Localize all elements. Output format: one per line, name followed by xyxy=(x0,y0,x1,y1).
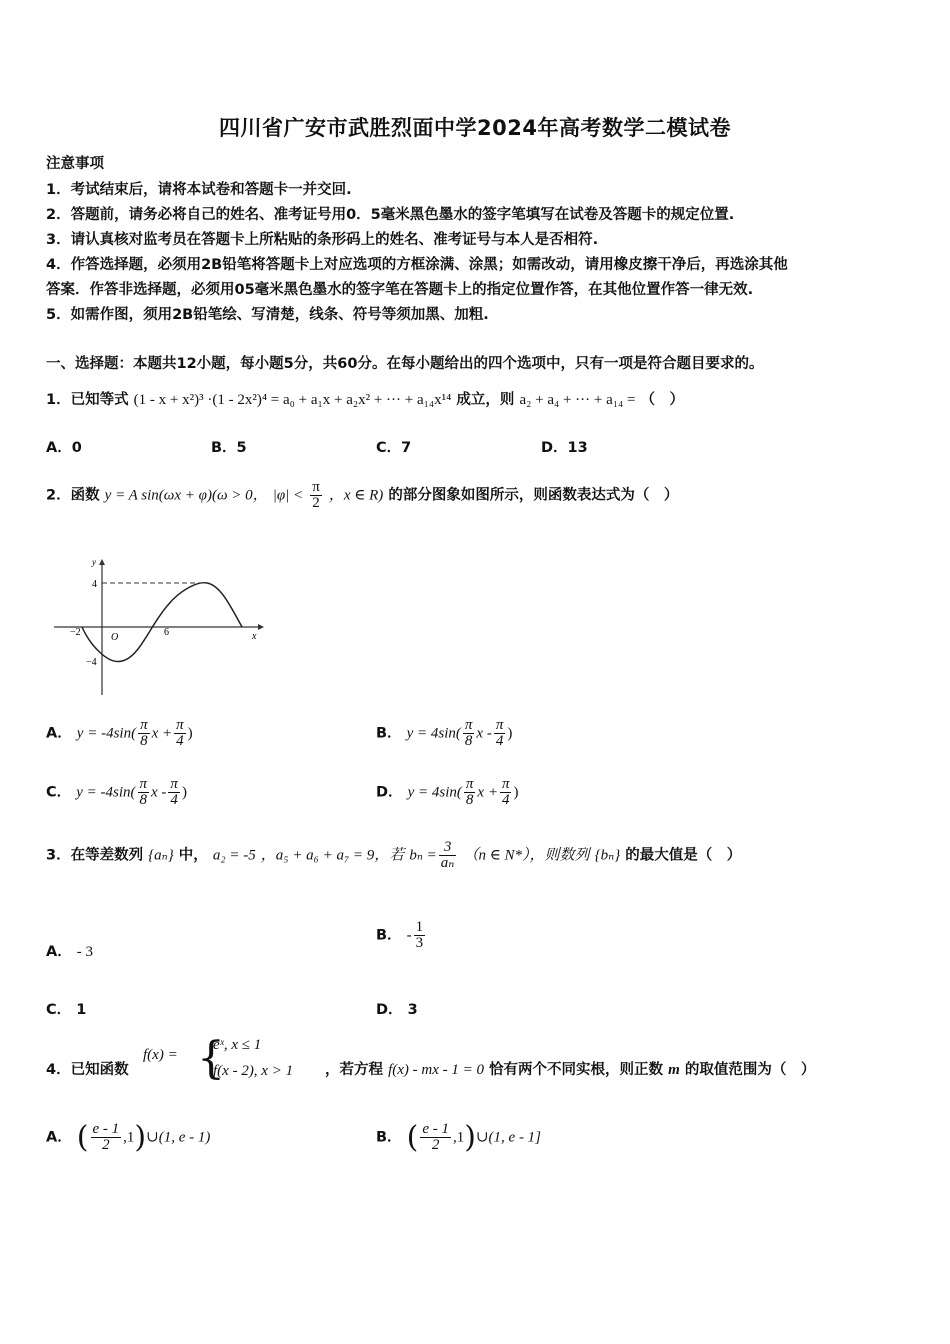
q3-suffix: 的最大值是（ ） xyxy=(625,847,742,864)
fraction-denominator: 2 xyxy=(431,1137,440,1153)
option-operator: x - xyxy=(476,725,492,742)
question-4-prefix: 4．已知函数 xyxy=(46,1062,129,1078)
tick-neg2: −2 xyxy=(70,627,81,638)
q4-equation: f(x) - mx - 1 = 0 xyxy=(388,1062,484,1078)
option-letter: D． xyxy=(376,784,403,801)
option-fraction xyxy=(174,718,186,749)
sine-curve xyxy=(82,583,242,662)
question-1 xyxy=(46,388,684,409)
y-axis-label: y xyxy=(92,557,96,567)
notice-item: 3．请认真核对监考员在答题卡上所粘贴的条形码上的姓名、准考证号与本人是否相符. xyxy=(46,232,599,248)
tick-6: 6 xyxy=(164,627,169,638)
q1-option-c: C．7 xyxy=(376,440,412,456)
q3-cond1: a₂ = -5 xyxy=(212,847,256,864)
fraction-numerator: π xyxy=(465,776,474,792)
fraction-denominator: 8 xyxy=(464,733,473,749)
brace-icon: { xyxy=(197,1033,225,1084)
option-tail: ) xyxy=(507,725,513,742)
fraction-numerator: 1 xyxy=(415,919,424,935)
fraction-denominator: 2 xyxy=(102,1137,110,1153)
q4-option-a xyxy=(46,1120,210,1155)
right-paren-icon: ) xyxy=(134,1120,147,1155)
option-letter: A． xyxy=(46,1129,72,1146)
q2-option-b xyxy=(376,718,512,749)
fraction-numerator: π xyxy=(139,776,148,792)
option-fraction xyxy=(463,718,475,749)
q2-suffix: 的部分图象如图所示，则函数表达式为（ ） xyxy=(388,487,679,504)
option-lead: y = -4sin( xyxy=(76,784,136,801)
option-fraction xyxy=(138,718,150,749)
q4-case2: f(x - 2), x > 1 xyxy=(213,1063,294,1079)
right-paren-icon: ) xyxy=(464,1120,476,1155)
q3-cond2: ，a₅ + a₆ + a₇ = 9，若 xyxy=(260,847,405,864)
fraction-numerator: π xyxy=(495,717,504,733)
q2-function: y = A sin(ωx + φ)(ω > 0， xyxy=(104,487,268,504)
fraction-denominator: 4 xyxy=(176,733,184,749)
fraction-numerator: π xyxy=(170,776,178,792)
tick-neg4: −4 xyxy=(86,657,97,668)
q4-option-b xyxy=(376,1120,541,1155)
q2-two: 2 xyxy=(312,495,320,511)
q2-pi-over-two xyxy=(310,480,322,511)
tick-4: 4 xyxy=(92,579,97,590)
fraction-numerator: π xyxy=(464,717,473,733)
option-fraction xyxy=(168,777,180,808)
option-lead: y = -4sin( xyxy=(76,725,137,742)
q4-m: m xyxy=(668,1062,680,1078)
notice-item: 2．答题前，请务必将自己的姓名、准考证号用0．5毫米黑色墨水的签字笔填写在试卷及答题卡的规定位置. xyxy=(46,207,735,223)
origin-label: O xyxy=(111,632,119,643)
option-value: - 3 xyxy=(76,944,94,960)
q3-option-a xyxy=(46,940,93,961)
option-letter: A． xyxy=(46,725,72,742)
fraction-denominator: 8 xyxy=(140,733,148,749)
question-2 xyxy=(46,480,678,511)
option-sign: - xyxy=(406,927,412,944)
left-paren-icon: ( xyxy=(76,1120,89,1155)
section-heading: 一、选择题：本题共12小题，每小题5分，共60分。在每小题给出的四个选项中，只有一项是符合题目要求的。 xyxy=(46,356,764,372)
option-fraction xyxy=(500,777,512,808)
fraction-numerator: π xyxy=(140,717,148,733)
option-fraction xyxy=(138,777,150,808)
q3-n-in: （n ∈ N*），则数列 xyxy=(463,847,590,864)
q3-fraction xyxy=(439,840,457,871)
q1-option-b: B．5 xyxy=(211,440,247,456)
q3-option-c xyxy=(46,998,86,1019)
q3-seq-b: {bₙ} xyxy=(594,847,621,864)
option-letter: D． xyxy=(376,1002,403,1018)
q2-option-a xyxy=(46,718,193,749)
option-union: ∪(1, e - 1) xyxy=(146,1129,211,1146)
q4-case1: eˣ, x ≤ 1 xyxy=(213,1037,262,1053)
notice-item: 1．考试结束后，请将本试卷和答题卡一并交回. xyxy=(46,182,352,198)
q1-identity: (1 - x + x²)³ ·(1 - 2x²)⁴ = a₀ + a₁x + a₂x² + ··· + a₁₄x¹⁴ xyxy=(133,392,452,408)
q3-option-b xyxy=(376,920,427,951)
sine-graph xyxy=(50,555,265,700)
q4-suffix2: 的取值范围为（ ） xyxy=(684,1062,816,1078)
q1-option-d: D．13 xyxy=(541,440,588,456)
q1-expression: a₂ + a₄ + ··· + a₁₄ = xyxy=(519,392,636,408)
q2-option-c xyxy=(46,777,187,808)
fraction-denominator: 8 xyxy=(465,792,474,808)
question-3 xyxy=(46,840,741,871)
q3-option-d xyxy=(376,998,418,1019)
x-axis-label: x xyxy=(252,631,257,642)
q4-mid: ，若方程 xyxy=(325,1062,383,1078)
q2-phi-condition: |φ| < xyxy=(272,487,304,504)
option-lead: y = 4sin( xyxy=(407,784,462,801)
option-value: 1 xyxy=(76,1002,87,1018)
option-letter: C． xyxy=(46,784,72,801)
option-letter: A． xyxy=(46,944,72,960)
q1-mid: 成立，则 xyxy=(456,392,515,408)
q2-option-d xyxy=(376,777,518,808)
option-tail: ) xyxy=(187,725,193,742)
option-letter: B． xyxy=(376,927,402,944)
option-tail: ) xyxy=(181,784,187,801)
option-fraction xyxy=(420,1122,451,1153)
q2-prefix: 2．函数 xyxy=(46,487,100,504)
y-axis-arrow-icon xyxy=(99,559,105,565)
fraction-denominator: aₙ xyxy=(440,855,455,871)
notice-item: 5．如需作图，须用2B铅笔绘、写清楚，线条、符号等须加黑、加粗. xyxy=(46,307,489,323)
option-fraction xyxy=(91,1122,122,1153)
fraction-numerator: 3 xyxy=(439,840,457,856)
fraction-denominator: 8 xyxy=(139,792,147,808)
option-tail: ) xyxy=(513,784,519,801)
option-lead: y = 4sin( xyxy=(406,725,461,742)
q1-option-a: A．0 xyxy=(46,440,82,456)
fraction-numerator: π xyxy=(176,717,184,733)
option-union: ∪(1, e - 1] xyxy=(475,1129,542,1146)
q3-seq-a: {aₙ} xyxy=(148,847,174,864)
option-value: 3 xyxy=(407,1002,418,1018)
q3-zh: 中， xyxy=(178,847,208,864)
option-fraction xyxy=(414,920,426,951)
option-letter: C． xyxy=(46,1002,72,1018)
option-operator: x - xyxy=(151,784,167,801)
fraction-denominator: 4 xyxy=(501,792,510,808)
option-rest: ,1 xyxy=(123,1129,135,1146)
question-4-rest xyxy=(325,1058,815,1079)
option-fraction xyxy=(464,777,476,808)
q3-prefix: 3．在等差数列 xyxy=(46,847,144,864)
fraction-numerator: e - 1 xyxy=(92,1121,120,1137)
fraction-denominator: 4 xyxy=(170,792,178,808)
fraction-denominator: 3 xyxy=(415,935,424,951)
option-rest: ,1 xyxy=(453,1129,465,1146)
notice-item: 答案．作答非选择题，必须用05毫米黑色墨水的签字笔在答题卡上的指定位置作答，在其他位置作答一律无效. xyxy=(46,282,754,298)
q2-x-condition: ，x ∈ R) xyxy=(328,487,384,504)
q1-blank: （ ） xyxy=(640,392,684,408)
option-letter: B． xyxy=(376,1129,402,1146)
fraction-numerator: e - 1 xyxy=(422,1121,449,1137)
q4-suffix: 恰有两个不同实根，则正数 xyxy=(489,1062,664,1078)
q3-bn: bₙ = xyxy=(409,847,437,864)
notice-heading: 注意事项 xyxy=(46,156,104,172)
left-paren-icon: ( xyxy=(406,1120,419,1155)
q2-pi: π xyxy=(312,479,320,495)
notice-item: 4．作答选择题，必须用2B铅笔将答题卡上对应选项的方框涂满、涂黑；如需改动，请用橡皮擦干净后，再选涂其他 xyxy=(46,257,788,273)
option-operator: x + xyxy=(151,725,173,742)
q4-fx: f(x) = xyxy=(143,1047,178,1063)
q1-prefix: 1．已知等式 xyxy=(46,392,129,408)
fraction-numerator: π xyxy=(501,776,510,792)
fraction-denominator: 4 xyxy=(495,733,504,749)
x-axis-arrow-icon xyxy=(258,624,264,630)
option-letter: B． xyxy=(376,725,402,742)
page-title: 四川省广安市武胜烈面中学2024年高考数学二模试卷 xyxy=(219,116,731,140)
option-operator: x + xyxy=(477,784,498,801)
option-fraction xyxy=(494,718,506,749)
